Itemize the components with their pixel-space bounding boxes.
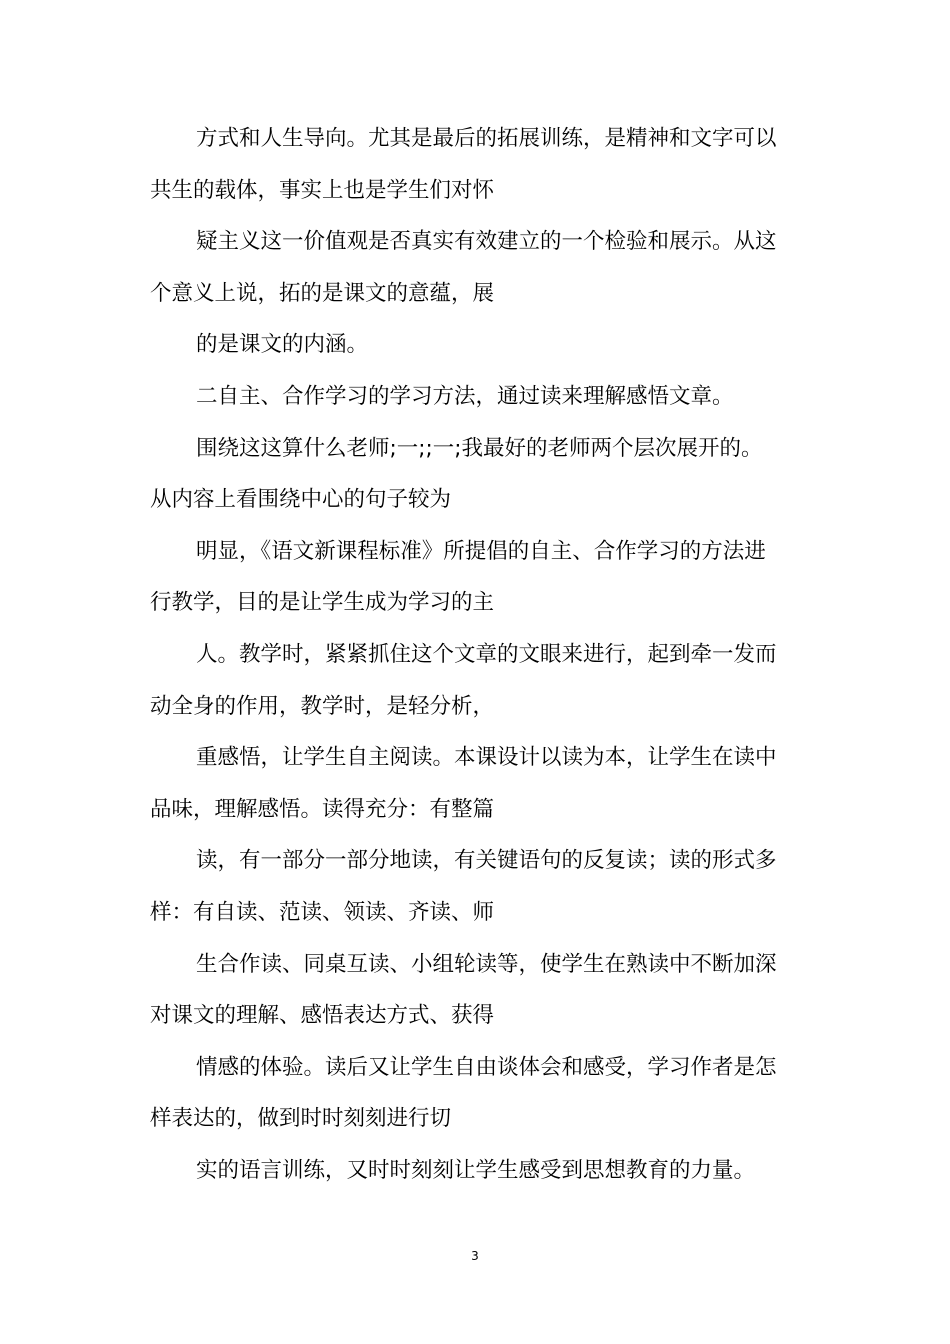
text-line: 情感的体验。读后又让学生自由谈体会和感受，学习作者是怎 bbox=[196, 1054, 777, 1080]
text-line: 明显，《语文新课程标准》所提倡的自主、合作学习的方法进 bbox=[196, 538, 766, 564]
paragraph-8 bbox=[150, 732, 802, 835]
text-line: 疑主义这一价值观是否真实有效建立的一个检验和展示。从这 bbox=[196, 229, 777, 255]
paragraph-5 bbox=[150, 423, 802, 526]
paragraph-2 bbox=[150, 216, 802, 319]
document-body bbox=[150, 113, 802, 1196]
text-line: 人。教学时，紧紧抓住这个文章的文眼来进行，起到牵一发而 bbox=[196, 641, 777, 667]
paragraph-9 bbox=[150, 835, 802, 938]
text-line: 围绕这这算什么老师;一;;一;我最好的老师两个层次展开的。 bbox=[196, 435, 763, 461]
paragraph-4 bbox=[150, 371, 802, 423]
paragraph-3 bbox=[150, 319, 802, 371]
text-line: 重感悟，让学生自主阅读。本课设计以读为本，让学生在读中 bbox=[196, 745, 777, 771]
text-line: 样：有自读、范读、领读、齐读、师 bbox=[150, 899, 495, 925]
text-line: 方式和人生导向。尤其是最后的拓展训练，是精神和文字可以 bbox=[196, 126, 777, 151]
paragraph-1 bbox=[150, 113, 802, 216]
text-line: 二自主、合作学习的学习方法，通过读来理解感悟文章。 bbox=[196, 383, 734, 409]
text-line: 共生的载体，事实上也是学生们对怀 bbox=[150, 177, 495, 203]
text-line: 的是课文的内涵。 bbox=[196, 332, 369, 358]
text-line: 从内容上看围绕中心的句子较为 bbox=[150, 487, 452, 513]
text-line: 个意义上说，拓的是课文的意蕴，展 bbox=[150, 280, 495, 306]
text-line: 对课文的理解、感悟表达方式、获得 bbox=[150, 1003, 495, 1029]
text-line: 品味，理解感悟。读得充分：有整篇 bbox=[150, 796, 495, 822]
paragraph-7 bbox=[150, 629, 802, 732]
text-line: 样表达的，做到时时刻刻进行切 bbox=[150, 1106, 452, 1132]
text-line: 实的语言训练，又时时刻刻让学生感受到思想教育的力量。 bbox=[196, 1157, 756, 1183]
paragraph-11 bbox=[150, 1042, 802, 1145]
page-number: 3 bbox=[471, 1249, 479, 1263]
paragraph-10 bbox=[150, 939, 802, 1042]
paragraph-12 bbox=[150, 1145, 802, 1197]
paragraph-6 bbox=[150, 526, 802, 629]
text-line: 生合作读、同桌互读、小组轮读等，使学生在熟读中不断加深 bbox=[196, 951, 777, 977]
text-line: 读，有一部分一部分地读，有关键语句的反复读；读的形式多 bbox=[196, 848, 777, 874]
text-line: 动全身的作用，教学时，是轻分析， bbox=[150, 693, 495, 719]
text-line: 行教学，目的是让学生成为学习的主 bbox=[150, 590, 495, 616]
